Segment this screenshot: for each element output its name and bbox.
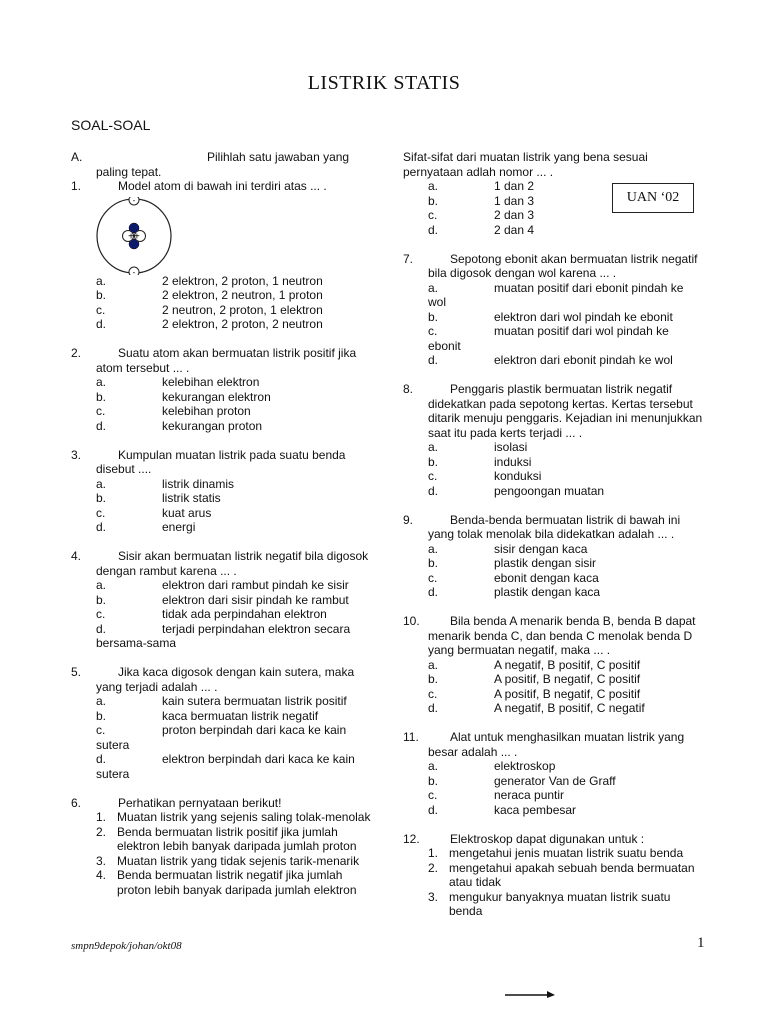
statement-item xyxy=(403,846,703,861)
option-text: terjadi perpindahan elektron secara xyxy=(162,621,351,636)
option-text: A positif, B negatif, C positif xyxy=(494,672,641,686)
arrow-right-icon xyxy=(505,989,555,999)
option-text: kelebihan proton xyxy=(162,404,251,418)
question-head xyxy=(403,382,703,440)
question-number: 2. xyxy=(71,346,82,360)
instruction-letter: A. xyxy=(71,150,83,164)
question-number: 10. xyxy=(403,614,420,628)
option-letter: d. xyxy=(428,222,439,237)
statement-item xyxy=(403,890,703,919)
option-c[interactable] xyxy=(71,303,371,318)
option-d[interactable] xyxy=(71,419,371,434)
option-d[interactable] xyxy=(403,585,703,600)
electron-top-label: - xyxy=(132,196,136,205)
option-letter: a. xyxy=(428,657,439,672)
left-questions xyxy=(71,179,371,897)
option-letter: d. xyxy=(428,353,439,367)
option-c[interactable] xyxy=(71,723,371,752)
question-text: Suatu atom akan bermuatan listrik positif jika atom tersebut ... . xyxy=(96,346,357,375)
option-letter: a. xyxy=(96,375,107,389)
option-text: kekurangan elektron xyxy=(162,389,271,404)
option-text: kekurangan proton xyxy=(162,418,263,433)
question-head xyxy=(403,730,703,759)
statement-item xyxy=(71,810,371,825)
question-number: 1. xyxy=(71,179,82,193)
option-letter: c. xyxy=(428,469,438,483)
option-text: proton berpindah dari kaca ke kain xyxy=(162,723,347,737)
option-letter: c. xyxy=(96,302,106,317)
option-text: 2 neutron, 2 proton, 1 elektron xyxy=(162,302,323,317)
option-text-cont: sutera xyxy=(96,737,130,752)
question-head xyxy=(71,448,371,477)
option-letter: c. xyxy=(96,404,106,418)
option-text: elektron dari sisir pindah ke rambut xyxy=(162,592,349,607)
option-d[interactable] xyxy=(71,752,371,781)
option-text-cont: wol xyxy=(428,295,447,309)
option-letter: c. xyxy=(96,723,106,737)
statement-text: mengetahui apakah sebuah benda bermuatan atau tidak xyxy=(449,860,695,889)
option-text: kelebihan elektron xyxy=(162,375,260,389)
question-text: Perhatikan pernyataan berikut! xyxy=(118,795,282,810)
question-text: Sisir akan bermuatan listrik negatif bila digosok dengan rambut karena ... . xyxy=(96,549,369,578)
option-b[interactable] xyxy=(71,491,371,506)
option-b[interactable] xyxy=(71,288,371,303)
question-number: 4. xyxy=(71,549,82,563)
option-a[interactable] xyxy=(403,658,703,673)
page-title: LISTRIK STATIS xyxy=(307,72,461,94)
instruction-text-cont: paling tepat. xyxy=(96,164,162,179)
option-letter: c. xyxy=(428,788,438,802)
question-head xyxy=(71,179,371,194)
option-letter: c. xyxy=(428,208,438,222)
question-text: Model atom di bawah ini terdiri atas ... . xyxy=(118,179,327,193)
question-6 xyxy=(71,796,371,898)
option-a[interactable] xyxy=(71,477,371,492)
question-number: 3. xyxy=(71,447,82,462)
option-text-cont: bersama-sama xyxy=(96,636,177,650)
statement-number: 4. xyxy=(96,868,107,882)
electron-bottom-label: - xyxy=(132,267,136,275)
option-text: sisir dengan kaca xyxy=(494,541,588,556)
source-box: UAN ‘02 xyxy=(612,183,694,213)
option-text: tidak ada perpindahan elektron xyxy=(162,607,327,621)
option-text-cont: sutera xyxy=(96,766,130,781)
option-c[interactable] xyxy=(71,607,371,622)
option-d[interactable] xyxy=(71,317,371,332)
question-text: Sepotong ebonit akan bermuatan listrik negatif bila digosok dengan wol karena ... . xyxy=(428,251,698,280)
question-text: Benda-benda bermuatan listrik di bawah ini yang tolak menolak bila didekatkan adalah ... . xyxy=(428,512,681,541)
option-letter: b. xyxy=(428,773,439,788)
question-11 xyxy=(403,730,703,817)
question-4 xyxy=(71,549,371,651)
option-c[interactable] xyxy=(71,506,371,521)
option-d[interactable] xyxy=(403,701,703,716)
option-text: elektron dari ebonit pindah ke wol xyxy=(494,353,673,367)
option-text: elektron berpindah dari kaca ke kain xyxy=(162,752,355,766)
question-number: 6. xyxy=(71,795,82,810)
option-letter: d. xyxy=(428,701,439,715)
option-text: elektron dari wol pindah ke ebonit xyxy=(494,309,673,324)
option-text: ebonit dengan kaca xyxy=(494,570,599,585)
option-text: kuat arus xyxy=(162,505,212,520)
option-c[interactable] xyxy=(403,788,703,803)
option-a[interactable] xyxy=(71,694,371,709)
option-letter: d. xyxy=(428,585,439,599)
question-10 xyxy=(403,614,703,716)
option-text: pengoongan muatan xyxy=(494,483,605,498)
option-text: energi xyxy=(162,520,196,534)
option-text: kaca bermuatan listrik negatif xyxy=(162,708,319,723)
page-number: 1 xyxy=(697,935,705,951)
option-letter: d. xyxy=(96,621,107,636)
question-7 xyxy=(403,252,703,368)
option-text: induksi xyxy=(494,454,532,469)
option-letter: c. xyxy=(96,607,106,621)
option-a[interactable] xyxy=(71,274,371,289)
question-number: 12. xyxy=(403,831,420,846)
option-text: muatan positif dari ebonit pindah ke xyxy=(494,280,684,295)
option-letter: d. xyxy=(96,520,107,534)
right-questions xyxy=(403,252,703,919)
option-letter: c. xyxy=(96,505,106,520)
left-column xyxy=(71,150,371,912)
statement-number: 2. xyxy=(428,860,439,875)
option-text-cont: ebonit xyxy=(428,338,461,353)
option-letter: b. xyxy=(96,491,107,505)
option-letter: d. xyxy=(96,317,107,331)
proton-labels: ++ xyxy=(128,231,140,242)
option-text: plastik dengan sisir xyxy=(494,556,597,570)
option-text: plastik dengan kaca xyxy=(494,585,601,599)
statement-item xyxy=(71,854,371,869)
option-letter: d. xyxy=(428,483,439,498)
option-text: elektron dari rambut pindah ke sisir xyxy=(162,578,349,592)
option-d[interactable] xyxy=(403,353,703,368)
option-letter: c. xyxy=(428,686,438,701)
question-text: Bila benda A menarik benda B, benda B dapat menarik benda C, dan benda C menolak benda D yang bermuatan negatif, maka ... . xyxy=(428,614,696,657)
option-d[interactable] xyxy=(71,520,371,535)
option-b[interactable] xyxy=(71,390,371,405)
question-12 xyxy=(403,832,703,919)
question-5 xyxy=(71,665,371,781)
option-d[interactable] xyxy=(403,484,703,499)
option-letter: a. xyxy=(428,179,439,193)
option-letter: b. xyxy=(96,288,107,302)
option-text: kaca pembesar xyxy=(494,802,577,817)
option-text: 1 dan 2 xyxy=(494,179,535,193)
option-d[interactable] xyxy=(71,622,371,651)
option-a[interactable] xyxy=(71,578,371,593)
option-b[interactable] xyxy=(403,774,703,789)
question-text: Sifat-sifat dari muatan listrik yang bena sesuai pernyataan adlah nomor ... . xyxy=(403,150,648,179)
option-text: 2 elektron, 2 proton, 1 neutron xyxy=(162,273,323,288)
option-text: A positif, B negatif, C positif xyxy=(494,686,641,701)
question-number: 8. xyxy=(403,382,414,396)
question-number: 9. xyxy=(403,512,414,527)
question-head xyxy=(403,252,703,281)
option-d[interactable] xyxy=(403,803,703,818)
statement-text: Benda bermuatan listrik negatif jika jumlah proton lebih banyak daripada jumlah elektron xyxy=(117,868,357,897)
instruction xyxy=(71,150,371,179)
option-letter: a. xyxy=(428,440,439,454)
question-text: Penggaris plastik bermuatan listrik negatif didekatkan pada sepotong kertas. Kertas tersebut ditarik menuju penggaris. Kejadian ini menunjukkan saat itu pada kerts terjadi ... . xyxy=(428,382,703,440)
question-head xyxy=(403,832,703,847)
option-a[interactable] xyxy=(403,759,703,774)
question-text: Elektroskop dapat digunakan untuk : xyxy=(450,831,645,846)
atom-figure xyxy=(96,196,176,275)
option-text: 2 elektron, 2 proton, 2 neutron xyxy=(162,317,323,331)
question-head xyxy=(71,665,371,694)
option-b[interactable] xyxy=(403,455,703,470)
option-letter: b. xyxy=(96,708,107,723)
option-b[interactable] xyxy=(71,709,371,724)
option-a[interactable] xyxy=(403,281,703,310)
question-9 xyxy=(403,513,703,600)
option-letter: c. xyxy=(428,324,438,338)
statement-number: 1. xyxy=(96,810,107,824)
option-letter: d. xyxy=(96,418,107,433)
option-c[interactable] xyxy=(403,687,703,702)
option-a[interactable] xyxy=(71,375,371,390)
instruction-text: Pilihlah satu jawaban yang xyxy=(207,150,350,164)
option-letter: a. xyxy=(96,273,107,288)
option-letter: b. xyxy=(428,309,439,324)
statement-item xyxy=(403,861,703,890)
statement-text: mengukur banyaknya muatan listrik suatu benda xyxy=(449,889,671,918)
option-c[interactable] xyxy=(403,571,703,586)
option-text: A negatif, B positif, C negatif xyxy=(494,701,645,715)
option-letter: a. xyxy=(96,694,107,708)
statement-item xyxy=(71,825,371,854)
option-letter: a. xyxy=(428,280,439,295)
option-text: isolasi xyxy=(494,440,528,454)
statement-text: Muatan listrik yang sejenis saling tolak-menolak xyxy=(117,810,371,824)
option-text: listrik statis xyxy=(162,491,221,505)
option-letter: a. xyxy=(96,476,107,491)
right-column xyxy=(403,150,703,933)
atom-model-diagram xyxy=(96,197,176,275)
question-head xyxy=(403,513,703,542)
option-b[interactable] xyxy=(403,310,703,325)
statement-number: 2. xyxy=(96,824,107,839)
statement-number: 3. xyxy=(96,853,107,868)
question-2 xyxy=(71,346,371,433)
option-letter: d. xyxy=(96,752,107,766)
option-text: muatan positif dari wol pindah ke xyxy=(494,324,669,338)
option-letter: b. xyxy=(428,556,439,570)
question-number: 11. xyxy=(403,730,419,744)
question-head xyxy=(403,614,703,658)
option-b[interactable] xyxy=(403,672,703,687)
option-d[interactable] xyxy=(403,223,703,238)
option-letter: b. xyxy=(428,193,439,208)
option-letter: a. xyxy=(428,541,439,556)
option-text: 1 dan 3 xyxy=(494,193,535,208)
option-letter: b. xyxy=(428,454,439,469)
option-text: konduksi xyxy=(494,469,542,483)
option-text: 2 elektron, 2 neutron, 1 proton xyxy=(162,288,323,302)
option-b[interactable] xyxy=(71,593,371,608)
option-c[interactable] xyxy=(403,324,703,353)
question-text: Alat untuk menghasilkan muatan listrik yang besar adalah ... . xyxy=(428,730,685,759)
option-text: listrik dinamis xyxy=(162,476,235,491)
statement-text: Muatan listrik yang tidak sejenis tarik-menarik xyxy=(117,853,360,868)
option-letter: d. xyxy=(428,802,439,817)
option-letter: b. xyxy=(96,389,107,404)
option-letter: b. xyxy=(96,592,107,607)
question-8 xyxy=(403,382,703,498)
option-text: 2 dan 3 xyxy=(494,208,535,222)
statement-text: mengetahui jenis muatan listrik suatu benda xyxy=(449,846,684,860)
option-letter: a. xyxy=(96,578,107,592)
question-head xyxy=(71,796,371,811)
option-text: elektroskop xyxy=(494,759,556,773)
statement-item xyxy=(71,868,371,897)
option-letter: b. xyxy=(428,672,439,686)
option-b[interactable] xyxy=(403,556,703,571)
option-text: A negatif, B positif, C positif xyxy=(494,657,641,672)
option-c[interactable] xyxy=(71,404,371,419)
question-3 xyxy=(71,448,371,535)
option-letter: a. xyxy=(428,759,439,773)
section-label: SOAL-SOAL xyxy=(71,117,151,133)
statement-text: Benda bermuatan listrik positif jika jumlah elektron lebih banyak daripada jumlah proton xyxy=(117,824,357,853)
statement-number: 3. xyxy=(428,889,439,904)
option-a[interactable] xyxy=(403,440,703,455)
question-1 xyxy=(71,179,371,332)
question-text: Jika kaca digosok dengan kain sutera, maka yang terjadi adalah ... . xyxy=(96,665,355,694)
option-text: neraca puntir xyxy=(494,788,565,802)
option-text: kain sutera bermuatan listrik positif xyxy=(162,694,347,708)
footer-credit: smpn9depok/johan/okt08 xyxy=(71,940,182,952)
question-number: 5. xyxy=(71,665,82,679)
question-text: Kumpulan muatan listrik pada suatu benda disebut .... xyxy=(96,447,346,476)
statement-number: 1. xyxy=(428,846,439,860)
option-text: 2 dan 4 xyxy=(494,222,535,237)
question-number: 7. xyxy=(403,251,414,266)
question-head xyxy=(71,549,371,578)
option-c[interactable] xyxy=(403,469,703,484)
option-letter: c. xyxy=(428,570,438,585)
question-head xyxy=(71,346,371,375)
option-text: generator Van de Graff xyxy=(494,773,616,788)
option-a[interactable] xyxy=(403,542,703,557)
